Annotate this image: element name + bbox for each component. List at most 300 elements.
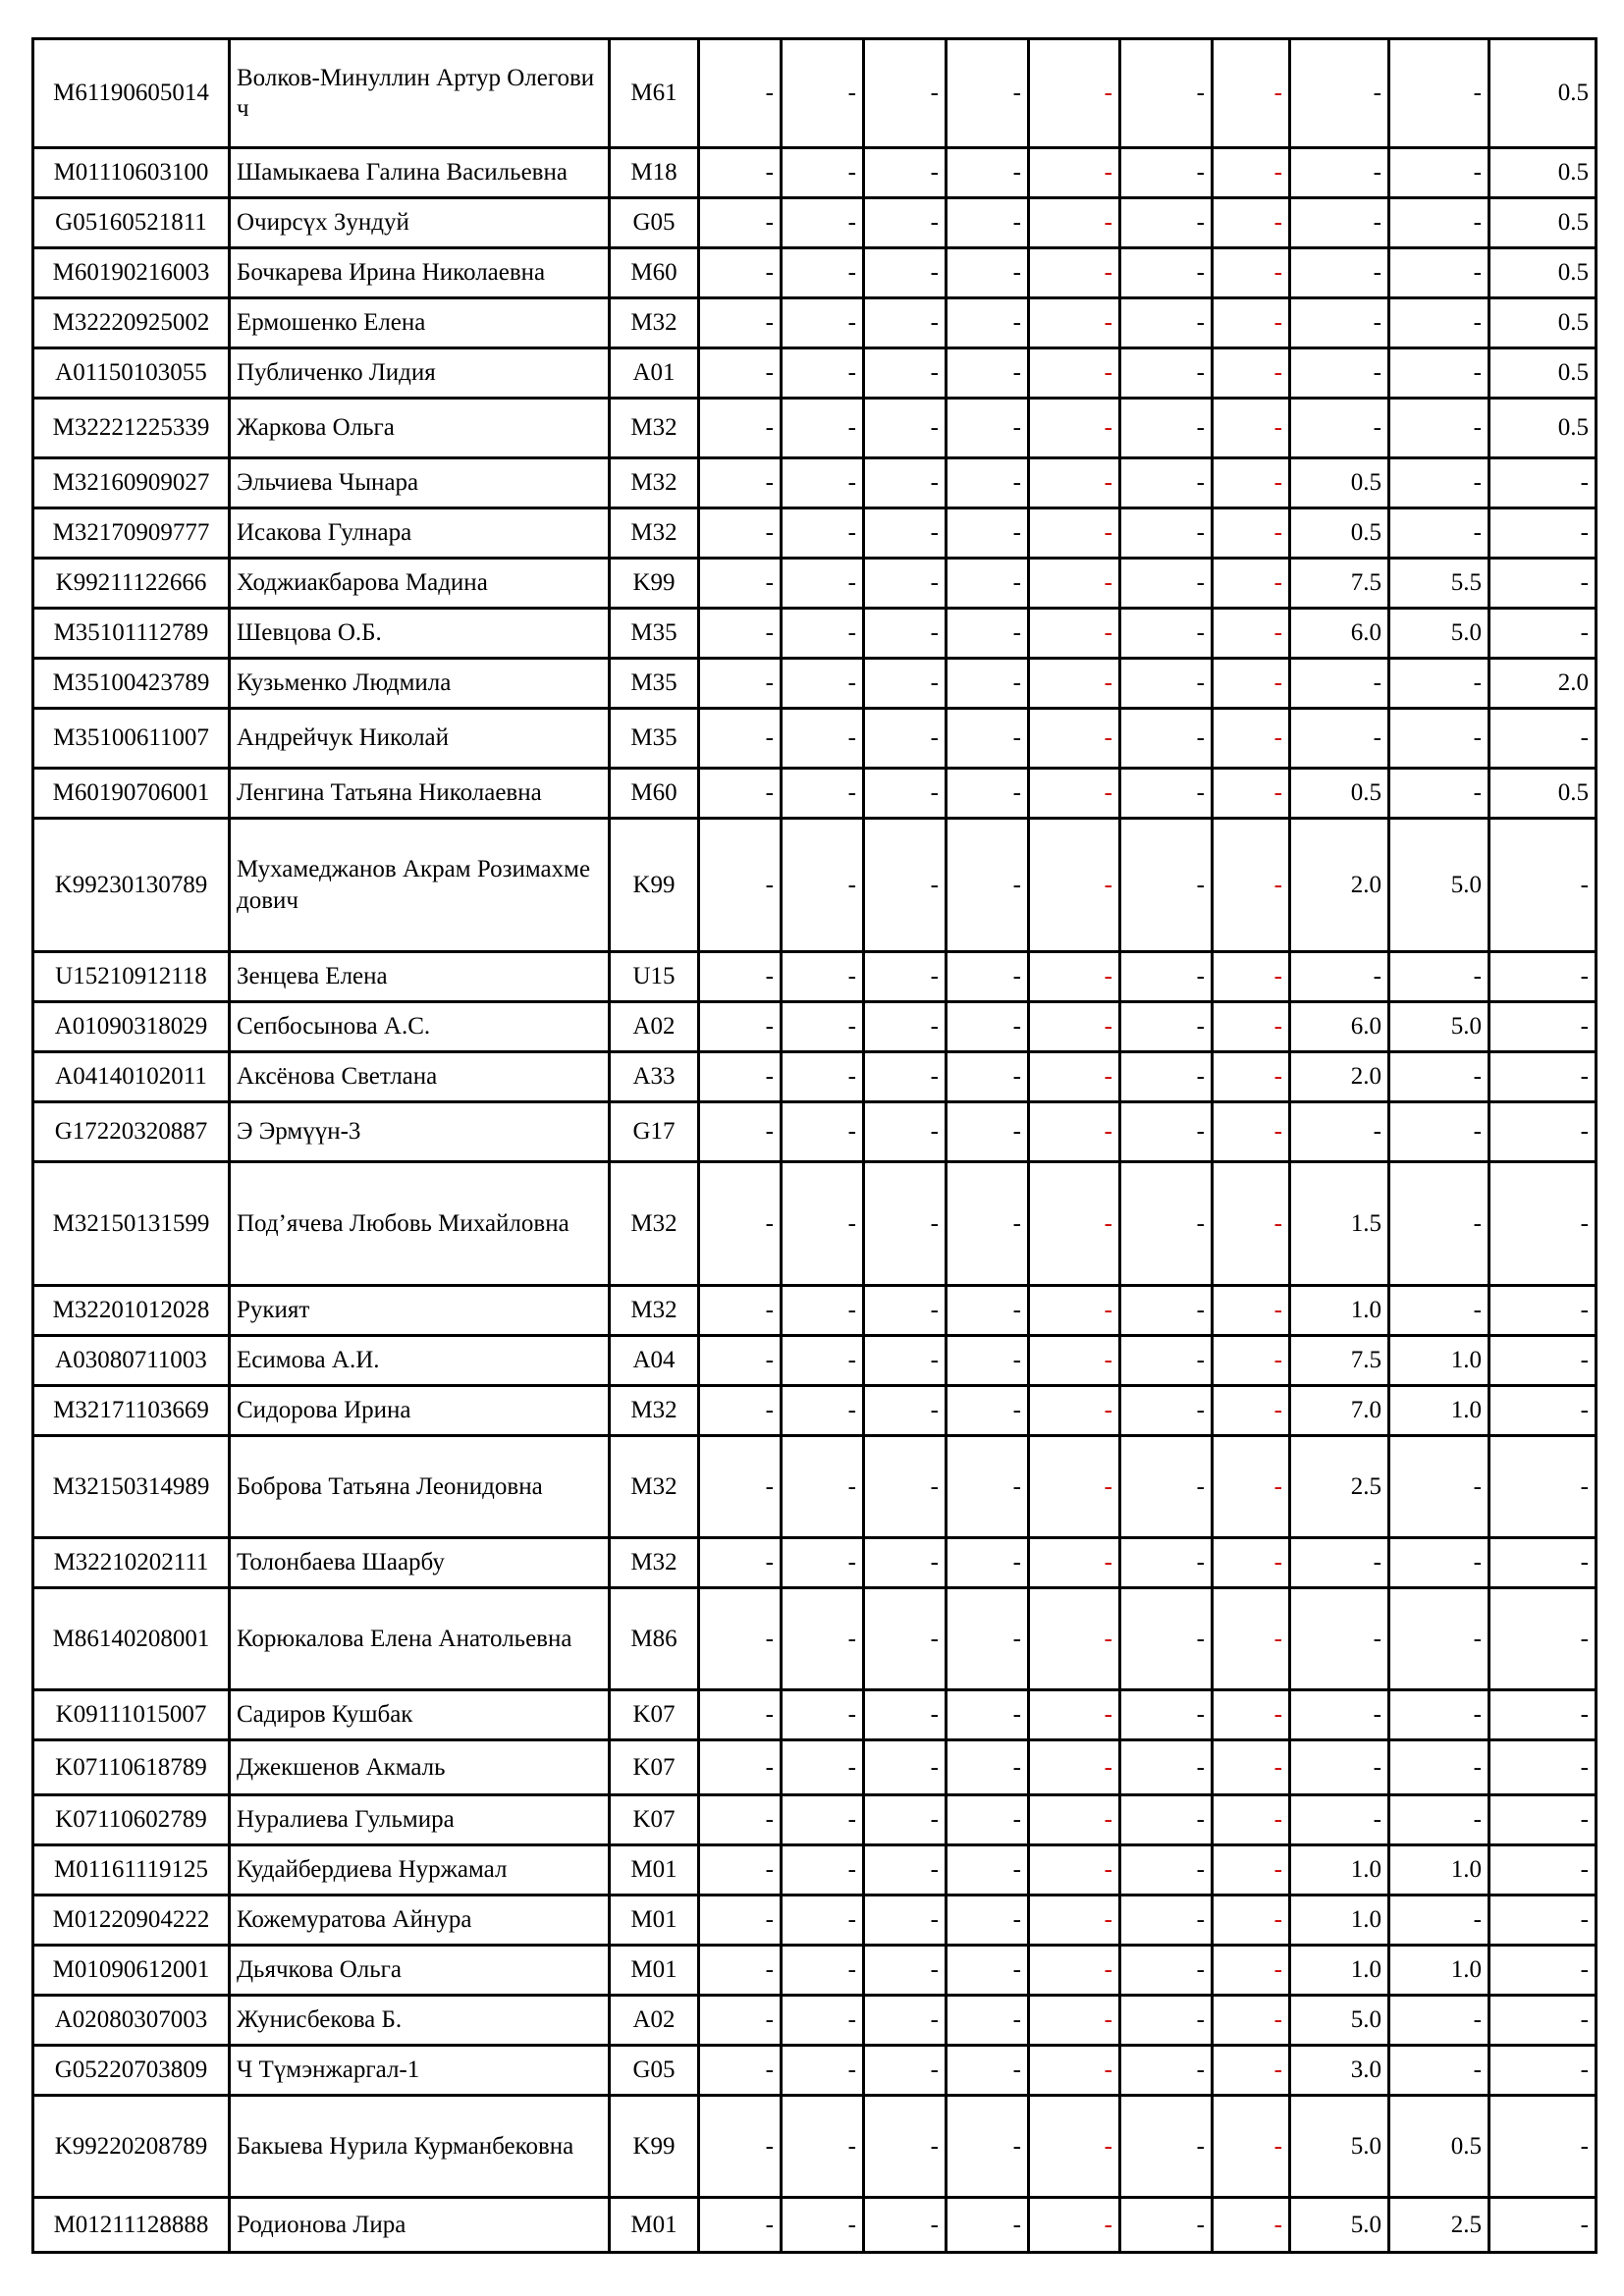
score-cell: -	[1029, 609, 1120, 659]
score-cell: -	[699, 1002, 782, 1052]
score-cell: -	[1029, 348, 1120, 399]
participant-id-cell: K99211122666	[33, 559, 230, 609]
score-cell: -	[1213, 1336, 1290, 1386]
table-row	[33, 1002, 1597, 1052]
score-cell: -	[864, 2096, 947, 2198]
score-cell: -	[1389, 2046, 1489, 2096]
score-cell: -	[1290, 148, 1389, 198]
score-cell: -	[947, 1690, 1029, 1740]
score-cell: -	[1489, 458, 1597, 508]
score-cell: -	[1213, 39, 1290, 148]
score-cell: -	[699, 2096, 782, 2198]
participant-id-cell: M01211128888	[33, 2198, 230, 2253]
score-cell: 0.5	[1489, 348, 1597, 399]
table-row	[33, 1102, 1597, 1162]
table-row	[33, 1845, 1597, 1896]
score-cell: -	[864, 819, 947, 952]
score-cell: 2.0	[1290, 819, 1389, 952]
score-cell: -	[1213, 1386, 1290, 1436]
participant-name-cell: Джекшенов Акмаль	[230, 1740, 610, 1795]
table-row	[33, 2046, 1597, 2096]
group-code-cell: G05	[610, 198, 699, 248]
score-cell: -	[947, 2096, 1029, 2198]
group-code-cell: K07	[610, 1795, 699, 1845]
group-code-cell: M01	[610, 1946, 699, 1996]
participant-name-cell: Под’ячева Любовь Михайловна	[230, 1162, 610, 1286]
score-cell: -	[699, 659, 782, 709]
participant-id-cell: K07110602789	[33, 1795, 230, 1845]
group-code-cell: A04	[610, 1336, 699, 1386]
score-cell: -	[1120, 1286, 1213, 1336]
score-cell: -	[699, 1795, 782, 1845]
score-cell: -	[699, 1845, 782, 1896]
score-cell: -	[782, 1162, 864, 1286]
group-code-cell: M86	[610, 1588, 699, 1690]
table-row	[33, 2198, 1597, 2253]
score-cell: -	[699, 1436, 782, 1538]
score-cell: -	[1213, 559, 1290, 609]
participant-name-cell: Корюкалова Елена Анатольевна	[230, 1588, 610, 1690]
score-cell: -	[1389, 952, 1489, 1002]
score-cell: -	[1029, 1386, 1120, 1436]
score-cell: -	[1120, 248, 1213, 298]
score-cell: -	[1029, 2096, 1120, 2198]
score-cell: -	[1120, 2046, 1213, 2096]
score-cell: -	[947, 819, 1029, 952]
score-cell: -	[1489, 2198, 1597, 2253]
participant-name-cell: Шамыкаева Галина Васильевна	[230, 148, 610, 198]
participant-id-cell: M61190605014	[33, 39, 230, 148]
score-cell: -	[1213, 1538, 1290, 1588]
score-cell: 5.5	[1389, 559, 1489, 609]
participant-id-cell: G17220320887	[33, 1102, 230, 1162]
score-cell: -	[1489, 609, 1597, 659]
score-cell: -	[1213, 458, 1290, 508]
score-cell: -	[1120, 298, 1213, 348]
table-row	[33, 609, 1597, 659]
score-cell: -	[1213, 2046, 1290, 2096]
score-cell: -	[1290, 1538, 1389, 1588]
score-cell: -	[1029, 1162, 1120, 1286]
table-row	[33, 2096, 1597, 2198]
results-table	[31, 37, 1597, 2254]
score-cell: -	[1489, 1538, 1597, 1588]
score-cell: -	[1213, 609, 1290, 659]
score-cell: -	[1290, 298, 1389, 348]
score-cell: -	[1213, 1588, 1290, 1690]
participant-id-cell: M86140208001	[33, 1588, 230, 1690]
score-cell: -	[1489, 1795, 1597, 1845]
score-cell: -	[782, 559, 864, 609]
participant-id-cell: A04140102011	[33, 1052, 230, 1102]
participant-id-cell: M32220925002	[33, 298, 230, 348]
score-cell: -	[782, 39, 864, 148]
table-row	[33, 1588, 1597, 1690]
score-cell: -	[782, 659, 864, 709]
table-row	[33, 1052, 1597, 1102]
score-cell: -	[782, 458, 864, 508]
score-cell: -	[1290, 198, 1389, 248]
score-cell: -	[1389, 248, 1489, 298]
score-cell: -	[864, 952, 947, 1002]
score-cell: 5.0	[1290, 2096, 1389, 2198]
participant-name-cell: Аксёнова Светлана	[230, 1052, 610, 1102]
score-cell: -	[947, 1002, 1029, 1052]
score-cell: 6.0	[1290, 1002, 1389, 1052]
score-cell: -	[1029, 1336, 1120, 1386]
score-cell: -	[782, 2046, 864, 2096]
score-cell: -	[1029, 1538, 1120, 1588]
score-cell: -	[782, 148, 864, 198]
score-cell: -	[1120, 458, 1213, 508]
score-cell: -	[1029, 1740, 1120, 1795]
group-code-cell: A02	[610, 1996, 699, 2046]
group-code-cell: M35	[610, 659, 699, 709]
score-cell: 1.0	[1389, 1336, 1489, 1386]
group-code-cell: M32	[610, 1386, 699, 1436]
table-row	[33, 1162, 1597, 1286]
table-row	[33, 508, 1597, 559]
score-cell: 0.5	[1489, 769, 1597, 819]
score-cell: -	[947, 39, 1029, 148]
score-cell: -	[1213, 348, 1290, 399]
table-row	[33, 1996, 1597, 2046]
score-cell: -	[864, 2198, 947, 2253]
score-cell: -	[1389, 458, 1489, 508]
score-cell: -	[1029, 559, 1120, 609]
group-code-cell: M32	[610, 1436, 699, 1538]
score-cell: 2.0	[1290, 1052, 1389, 1102]
table-row	[33, 1896, 1597, 1946]
score-cell: -	[1120, 952, 1213, 1002]
score-cell: -	[1029, 148, 1120, 198]
score-cell: -	[782, 198, 864, 248]
group-code-cell: K99	[610, 2096, 699, 2198]
score-cell: -	[1120, 709, 1213, 769]
score-cell: -	[1290, 952, 1389, 1002]
score-cell: -	[864, 148, 947, 198]
score-cell: 1.5	[1290, 1162, 1389, 1286]
table-row	[33, 39, 1597, 148]
participant-name-cell: Нуралиева Гульмира	[230, 1795, 610, 1845]
score-cell: -	[1489, 1002, 1597, 1052]
score-cell: 1.0	[1290, 1896, 1389, 1946]
table-row	[33, 248, 1597, 298]
score-cell: -	[1389, 1690, 1489, 1740]
score-cell: -	[864, 198, 947, 248]
group-code-cell: M01	[610, 1896, 699, 1946]
score-cell: -	[1120, 2198, 1213, 2253]
participant-name-cell: Исакова Гулнара	[230, 508, 610, 559]
score-cell: -	[1489, 1740, 1597, 1795]
score-cell: -	[782, 508, 864, 559]
score-cell: -	[699, 1896, 782, 1946]
score-cell: -	[947, 348, 1029, 399]
score-cell: -	[1489, 1946, 1597, 1996]
score-cell: -	[699, 198, 782, 248]
score-cell: -	[864, 348, 947, 399]
score-cell: -	[947, 2198, 1029, 2253]
score-cell: -	[1489, 1162, 1597, 1286]
score-cell: -	[782, 709, 864, 769]
participant-name-cell: Кожемуратова Айнура	[230, 1896, 610, 1946]
score-cell: -	[1213, 1102, 1290, 1162]
group-code-cell: G05	[610, 2046, 699, 2096]
group-code-cell: M01	[610, 2198, 699, 2253]
score-cell: -	[699, 609, 782, 659]
score-cell: -	[864, 1052, 947, 1102]
group-code-cell: K99	[610, 819, 699, 952]
score-cell: 3.0	[1290, 2046, 1389, 2096]
score-cell: -	[1290, 248, 1389, 298]
score-cell: -	[864, 1286, 947, 1336]
participant-name-cell: Шевцова О.Б.	[230, 609, 610, 659]
score-cell: -	[699, 148, 782, 198]
table-row	[33, 1538, 1597, 1588]
score-cell: -	[864, 1845, 947, 1896]
score-cell: -	[947, 1845, 1029, 1896]
score-cell: -	[1029, 39, 1120, 148]
score-cell: -	[1213, 2096, 1290, 2198]
score-cell: -	[1120, 148, 1213, 198]
score-cell: -	[864, 709, 947, 769]
score-cell: 5.0	[1290, 2198, 1389, 2253]
score-cell: -	[1120, 1690, 1213, 1740]
score-cell: -	[1389, 1740, 1489, 1795]
score-cell: -	[1213, 248, 1290, 298]
score-cell: -	[947, 508, 1029, 559]
score-cell: -	[1029, 458, 1120, 508]
participant-id-cell: M01220904222	[33, 1896, 230, 1946]
score-cell: -	[947, 2046, 1029, 2096]
score-cell: -	[864, 1538, 947, 1588]
score-cell: -	[1120, 2096, 1213, 2198]
score-cell: -	[1489, 2046, 1597, 2096]
score-cell: -	[864, 609, 947, 659]
score-cell: -	[864, 1436, 947, 1538]
score-cell: -	[782, 1845, 864, 1896]
score-cell: -	[1389, 1162, 1489, 1286]
score-cell: -	[864, 1690, 947, 1740]
score-cell: -	[782, 1538, 864, 1588]
score-cell: -	[947, 1336, 1029, 1386]
score-cell: -	[699, 1996, 782, 2046]
group-code-cell: M18	[610, 148, 699, 198]
score-cell: -	[1120, 198, 1213, 248]
score-cell: -	[864, 248, 947, 298]
score-cell: -	[1029, 769, 1120, 819]
score-cell: -	[1389, 1436, 1489, 1538]
participant-name-cell: Зенцева Елена	[230, 952, 610, 1002]
score-cell: -	[782, 1740, 864, 1795]
score-cell: -	[1213, 819, 1290, 952]
score-cell: 2.5	[1389, 2198, 1489, 2253]
score-cell: -	[1213, 1946, 1290, 1996]
score-cell: -	[947, 769, 1029, 819]
score-cell: -	[1489, 1588, 1597, 1690]
score-cell: -	[782, 348, 864, 399]
score-cell: -	[1389, 348, 1489, 399]
score-cell: -	[1213, 769, 1290, 819]
score-cell: -	[699, 1336, 782, 1386]
score-cell: -	[1029, 198, 1120, 248]
score-cell: -	[947, 1286, 1029, 1336]
score-cell: -	[1029, 248, 1120, 298]
score-cell: -	[1120, 1845, 1213, 1896]
score-cell: -	[947, 1436, 1029, 1538]
score-cell: 5.0	[1389, 609, 1489, 659]
score-cell: -	[947, 1795, 1029, 1845]
participant-name-cell: Жаркова Ольга	[230, 399, 610, 458]
score-cell: -	[699, 559, 782, 609]
score-cell: -	[1029, 1896, 1120, 1946]
participant-id-cell: K07110618789	[33, 1740, 230, 1795]
score-cell: -	[1389, 769, 1489, 819]
score-cell: -	[1489, 1386, 1597, 1436]
score-cell: -	[699, 819, 782, 952]
score-cell: -	[1213, 508, 1290, 559]
score-cell: -	[1120, 1996, 1213, 2046]
group-code-cell: M60	[610, 769, 699, 819]
score-cell: -	[1120, 559, 1213, 609]
score-cell: -	[699, 1162, 782, 1286]
score-cell: -	[947, 1896, 1029, 1946]
participant-id-cell: M60190216003	[33, 248, 230, 298]
score-cell: -	[699, 458, 782, 508]
table-row	[33, 952, 1597, 1002]
score-cell: -	[1213, 1286, 1290, 1336]
participant-name-cell: Эльчиева Чынара	[230, 458, 610, 508]
score-cell: -	[1389, 1588, 1489, 1690]
table-row	[33, 819, 1597, 952]
score-cell: -	[1213, 1162, 1290, 1286]
score-cell: -	[1120, 609, 1213, 659]
score-cell: -	[1489, 559, 1597, 609]
score-cell: -	[1120, 348, 1213, 399]
score-cell: -	[1120, 1162, 1213, 1286]
score-cell: -	[864, 1162, 947, 1286]
score-cell: -	[1120, 1336, 1213, 1386]
score-cell: -	[947, 1102, 1029, 1162]
score-cell: -	[947, 709, 1029, 769]
score-cell: -	[782, 952, 864, 1002]
score-cell: -	[1029, 659, 1120, 709]
participant-id-cell: M32201012028	[33, 1286, 230, 1336]
score-cell: -	[1120, 819, 1213, 952]
participant-id-cell: M32210202111	[33, 1538, 230, 1588]
score-cell: 1.0	[1290, 1286, 1389, 1336]
score-cell: -	[864, 1336, 947, 1386]
score-cell: 1.0	[1290, 1946, 1389, 1996]
score-cell: -	[1389, 399, 1489, 458]
group-code-cell: U15	[610, 952, 699, 1002]
score-cell: -	[864, 1002, 947, 1052]
score-cell: -	[864, 659, 947, 709]
group-code-cell: A01	[610, 348, 699, 399]
participant-id-cell: M35100423789	[33, 659, 230, 709]
participant-id-cell: M01161119125	[33, 1845, 230, 1896]
score-cell: -	[782, 2198, 864, 2253]
score-cell: 0.5	[1290, 769, 1389, 819]
score-cell: -	[1489, 1896, 1597, 1946]
score-cell: -	[1489, 2096, 1597, 2198]
participant-id-cell: M01090612001	[33, 1946, 230, 1996]
participant-name-cell: Ходжиакбарова Мадина	[230, 559, 610, 609]
score-cell: -	[1029, 2198, 1120, 2253]
score-cell: -	[699, 1538, 782, 1588]
score-cell: 0.5	[1389, 2096, 1489, 2198]
participant-id-cell: U15210912118	[33, 952, 230, 1002]
score-cell: -	[1213, 2198, 1290, 2253]
score-cell: -	[782, 769, 864, 819]
table-row	[33, 1436, 1597, 1538]
table-body	[33, 39, 1597, 2253]
participant-name-cell: Родионова Лира	[230, 2198, 610, 2253]
score-cell: -	[1389, 709, 1489, 769]
score-cell: -	[1213, 399, 1290, 458]
participant-id-cell: M60190706001	[33, 769, 230, 819]
participant-id-cell: M32150314989	[33, 1436, 230, 1538]
score-cell: -	[1389, 39, 1489, 148]
participant-id-cell: M32150131599	[33, 1162, 230, 1286]
score-cell: -	[782, 399, 864, 458]
score-cell: -	[782, 1002, 864, 1052]
score-cell: -	[782, 1588, 864, 1690]
score-cell: -	[699, 1740, 782, 1795]
participant-name-cell: Ермошенко Елена	[230, 298, 610, 348]
score-cell: -	[1029, 1588, 1120, 1690]
participant-name-cell: Бакыева Нурила Курманбековна	[230, 2096, 610, 2198]
score-cell: -	[864, 1946, 947, 1996]
score-cell: 5.0	[1290, 1996, 1389, 2046]
score-cell: -	[1120, 39, 1213, 148]
score-cell: -	[1290, 348, 1389, 399]
score-cell: 2.5	[1290, 1436, 1389, 1538]
score-cell: -	[782, 1690, 864, 1740]
score-cell: -	[782, 609, 864, 659]
score-cell: -	[1120, 1436, 1213, 1538]
group-code-cell: M32	[610, 1162, 699, 1286]
score-cell: -	[782, 1795, 864, 1845]
table-row	[33, 148, 1597, 198]
score-cell: 1.0	[1389, 1386, 1489, 1436]
score-cell: -	[1389, 1896, 1489, 1946]
score-cell: -	[947, 1996, 1029, 2046]
participant-name-cell: Мухамеджанов Акрам Розимахмедович	[230, 819, 610, 952]
score-cell: -	[699, 1286, 782, 1336]
group-code-cell: M32	[610, 399, 699, 458]
score-cell: -	[1120, 1946, 1213, 1996]
score-cell: -	[1489, 1845, 1597, 1896]
score-cell: -	[1290, 1102, 1389, 1162]
participant-name-cell: Кузьменко Людмила	[230, 659, 610, 709]
score-cell: -	[864, 508, 947, 559]
group-code-cell: M32	[610, 508, 699, 559]
table-row	[33, 1690, 1597, 1740]
score-cell: -	[1489, 709, 1597, 769]
participant-name-cell: Дьячкова Ольга	[230, 1946, 610, 1996]
score-cell: -	[1029, 1286, 1120, 1336]
score-cell: -	[1290, 1588, 1389, 1690]
table-row	[33, 1286, 1597, 1336]
participant-name-cell: Жунисбекова Б.	[230, 1996, 610, 2046]
participant-id-cell: G05220703809	[33, 2046, 230, 2096]
score-cell: -	[1213, 148, 1290, 198]
score-cell: 0.5	[1489, 298, 1597, 348]
table-row	[33, 1740, 1597, 1795]
participant-name-cell: Толонбаева Шаарбу	[230, 1538, 610, 1588]
score-cell: -	[864, 559, 947, 609]
